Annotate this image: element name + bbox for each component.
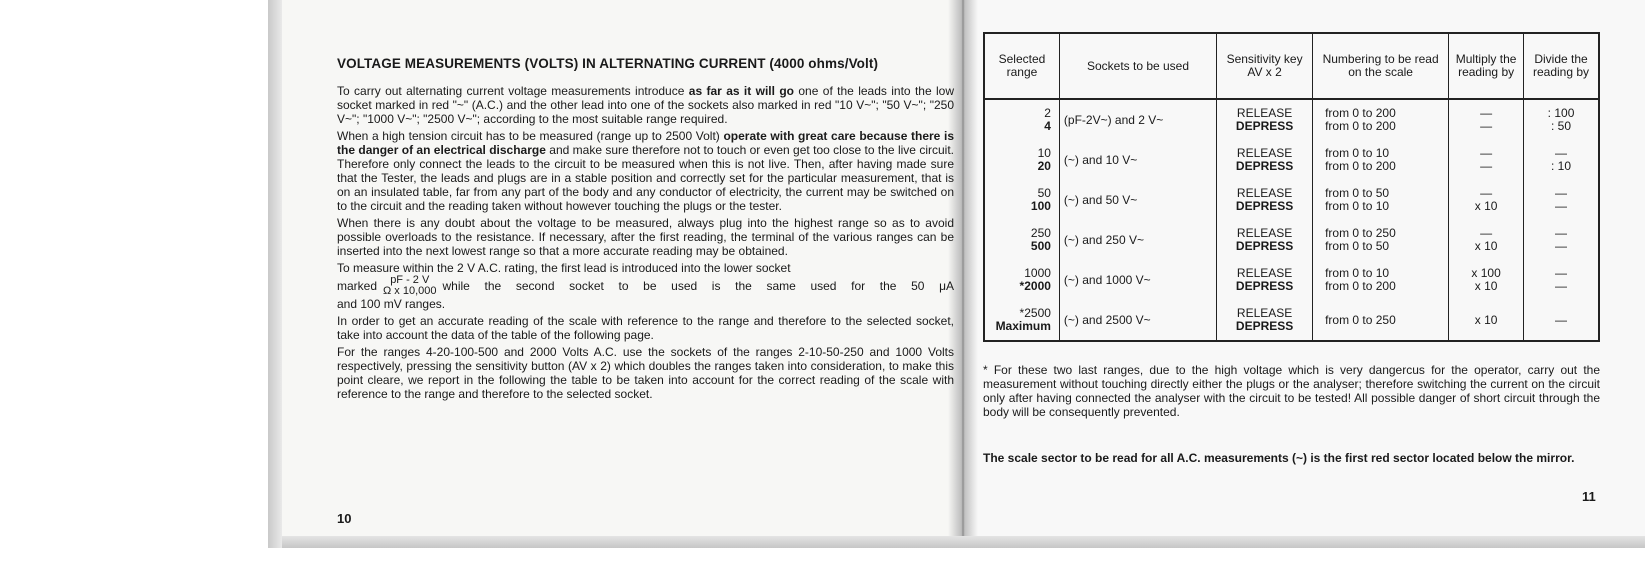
- cell-text: DEPRESS: [1235, 199, 1294, 213]
- cell-text: from 0 to 50: [1325, 239, 1390, 253]
- page-number-right: 11: [1582, 489, 1596, 504]
- bold-text: as far as it will go: [688, 84, 794, 98]
- multiply-cell: [1449, 180, 1524, 220]
- cell-text: —: [1480, 159, 1493, 173]
- key-cell: [1217, 300, 1313, 341]
- socket-marking: [383, 275, 436, 297]
- cell-text: —: [1555, 226, 1568, 240]
- cell-text: Maximum: [995, 319, 1051, 333]
- header-numbering: Numbering to be read on the scale: [1313, 33, 1449, 99]
- range-cell: [984, 180, 1059, 220]
- divide-cell: [1524, 99, 1599, 140]
- text: To carry out alternating current voltage measurements introduce: [337, 84, 685, 98]
- paragraph-ranges: For the ranges 4-20-100-500 and 2000 Volts A.C. use the sockets of the ranges 2-10-50-250 and 1000 Volts respectively, pressing the sensitivity button (AV x 2) which doubles the ranges taken into consideration, to make this point cleare, we report in the following the table to be taken into account for the correct reading of the scale with reference to the range and therefore to the selected socket.: [337, 345, 954, 401]
- cell-text: : 10: [1551, 159, 1572, 173]
- footnote-warning: * For these two last ranges, due to the high voltage which is very dangercus for the operator, carry out the measurement without touching directly either the plugs or the analyser; therefore switching the current on the circuit only after having connected the analyser with the circuit to be tested! All possible danger of short circuit through the body will be consequently prevented.: [983, 363, 1600, 419]
- cell-text: —: [1480, 226, 1493, 240]
- text: one of the leads into the low socket marked in red "~" (A.C.) and the other lead into one of the sockets also marked in red "10 V~"; "50 V~"; "250 V~"; "1000 V~"; "2500 V~"; according to the most suitable range required.: [337, 84, 955, 126]
- header-sockets: Sockets to be used: [1059, 33, 1216, 99]
- numbering-cell: [1313, 220, 1449, 260]
- key-cell: [1217, 180, 1313, 220]
- cell-text: (~) and 1000 V~: [1063, 272, 1151, 287]
- cell-text: (pF-2V~) and 2 V~: [1063, 112, 1164, 127]
- cell-text: x 10: [1474, 239, 1498, 253]
- cell-text: —: [1555, 239, 1568, 253]
- paragraph-accuracy: In order to get an accurate reading of the scale with reference to the range and therefore to the selected socket, take into account the data of the table of the following page.: [337, 314, 954, 342]
- header-multiply: Multiply the reading by: [1449, 33, 1524, 99]
- paragraph-2v: To measure within the 2 V A.C. rating, the first lead is introduced into the lower socket: [337, 261, 791, 275]
- cell-text: *2000: [1019, 279, 1051, 293]
- cell-text: 20: [1037, 159, 1051, 173]
- range-cell: [984, 140, 1059, 180]
- cell-text: 1000: [1024, 266, 1051, 280]
- cell-text: DEPRESS: [1235, 239, 1294, 253]
- socket-marking-bottom: Ω x 10,000: [383, 285, 437, 297]
- cell-text: DEPRESS: [1235, 159, 1294, 173]
- cell-text: —: [1480, 186, 1493, 200]
- socket-cell: [1059, 300, 1216, 341]
- text: and make sure therefore not to touch or even get too close to the live circuit. Therefore only connect the leads to the circuit to be measured when this is not live. Then, after having made sure that the Tester, the leads and plugs are in a stable position and correctly set for the particular measurement, that is on an insulated table, far from any part of the body and any conductor of electricity, the current may be switched on to the circuit and the reading taken without however touching the plugs or the tester.: [337, 143, 954, 213]
- table-row: [984, 300, 1599, 341]
- numbering-cell: [1313, 300, 1449, 341]
- table-row: [984, 180, 1599, 220]
- paragraph-intro: [337, 84, 954, 126]
- cell-text: RELEASE: [1236, 106, 1293, 120]
- bold-warning: operate with great care because there is the danger of an electrical discharge: [337, 129, 954, 157]
- cell-text: x 10: [1474, 199, 1498, 213]
- multiply-cell: [1449, 99, 1524, 140]
- text: while the second socket to be used is the same used for the 50 μA: [442, 279, 954, 293]
- divide-cell: [1524, 180, 1599, 220]
- socket-cell: [1059, 99, 1216, 140]
- cell-text: —: [1555, 146, 1568, 160]
- page-number-left: 10: [337, 511, 352, 526]
- cell-text: —: [1555, 266, 1568, 280]
- left-page-text: [337, 56, 954, 404]
- marked-socket-line: [337, 275, 954, 297]
- ac-ranges-table: [983, 32, 1600, 342]
- multiply-cell: [1449, 300, 1524, 341]
- table-row: [984, 99, 1599, 140]
- cell-text: 4: [1044, 119, 1051, 133]
- cell-text: RELEASE: [1236, 146, 1293, 160]
- cell-text: : 50: [1551, 119, 1572, 133]
- multiply-cell: [1449, 260, 1524, 300]
- cell-text: from 0 to 200: [1325, 159, 1396, 173]
- cell-text: (~) and 50 V~: [1063, 192, 1138, 207]
- socket-cell: [1059, 140, 1216, 180]
- cell-text: x 100: [1471, 266, 1501, 280]
- cell-text: (~) and 250 V~: [1063, 232, 1144, 247]
- divide-cell: [1524, 220, 1599, 260]
- cell-text: DEPRESS: [1235, 279, 1294, 293]
- cell-text: x 10: [1474, 312, 1498, 327]
- paragraph-doubt: When there is any doubt about the voltage to be measured, always plug into the highest range so as to avoid possible overloads to the resistance. If necessary, after the first reading, the terminal of the various ranges can be inserted into the next lowest range so that a more accurate reading may be obtained.: [337, 216, 954, 258]
- scale-note: The scale sector to be read for all A.C. measurements (~) is the first red sector located below the mirror.: [983, 451, 1575, 465]
- numbering-cell: [1313, 99, 1449, 140]
- cell-text: 2: [1044, 106, 1051, 120]
- cell-text: 500: [1030, 239, 1051, 253]
- range-cell: [984, 260, 1059, 300]
- socket-cell: [1059, 180, 1216, 220]
- cell-text: RELEASE: [1236, 306, 1293, 320]
- key-cell: [1217, 99, 1313, 140]
- socket-cell: [1059, 260, 1216, 300]
- header-divide: Divide the reading by: [1524, 33, 1599, 99]
- cell-text: RELEASE: [1236, 266, 1293, 280]
- cell-text: from 0 to 200: [1325, 106, 1396, 120]
- numbering-cell: [1313, 180, 1449, 220]
- divide-cell: [1524, 140, 1599, 180]
- multiply-cell: [1449, 140, 1524, 180]
- table-header-row: [984, 33, 1599, 99]
- page-title: VOLTAGE MEASUREMENTS (VOLTS) IN ALTERNATING CURRENT (4000 ohms/Volt): [337, 56, 879, 71]
- cell-text: *2500: [1019, 306, 1051, 320]
- header-key: Sensitivity key AV x 2: [1217, 33, 1313, 99]
- cell-text: 10: [1037, 146, 1051, 160]
- text: marked: [337, 279, 378, 293]
- key-cell: [1217, 140, 1313, 180]
- table-row: [984, 140, 1599, 180]
- range-cell: [984, 99, 1059, 140]
- cell-text: 100: [1030, 199, 1051, 213]
- range-cell: [984, 220, 1059, 260]
- key-cell: [1217, 220, 1313, 260]
- cell-text: (~) and 10 V~: [1063, 152, 1138, 167]
- cell-text: —: [1555, 186, 1568, 200]
- cell-text: from 0 to 200: [1325, 119, 1396, 133]
- page-bottom-edge: [282, 536, 1645, 548]
- text: and 100 mV ranges.: [337, 297, 446, 311]
- cell-text: from 0 to 250: [1325, 226, 1396, 240]
- key-cell: [1217, 260, 1313, 300]
- cell-text: —: [1480, 146, 1493, 160]
- range-cell: [984, 300, 1059, 341]
- cell-text: (~) and 2500 V~: [1063, 312, 1151, 327]
- cell-text: RELEASE: [1236, 226, 1293, 240]
- socket-cell: [1059, 220, 1216, 260]
- numbering-cell: [1313, 140, 1449, 180]
- numbering-cell: [1313, 260, 1449, 300]
- multiply-cell: [1449, 220, 1524, 260]
- divide-cell: [1524, 260, 1599, 300]
- cell-text: DEPRESS: [1235, 319, 1294, 333]
- table-row: [984, 260, 1599, 300]
- cell-text: —: [1555, 279, 1568, 293]
- cell-text: from 0 to 10: [1325, 146, 1390, 160]
- cell-text: RELEASE: [1236, 186, 1293, 200]
- cell-text: 250: [1030, 226, 1051, 240]
- cell-text: from 0 to 200: [1325, 279, 1396, 293]
- table-body: [984, 99, 1599, 341]
- cell-text: DEPRESS: [1235, 119, 1294, 133]
- cell-text: from 0 to 250: [1325, 312, 1396, 327]
- cell-text: : 100: [1547, 106, 1575, 120]
- cell-text: x 10: [1474, 279, 1498, 293]
- cell-text: —: [1480, 106, 1493, 120]
- divide-cell: [1524, 300, 1599, 341]
- cell-text: —: [1480, 119, 1493, 133]
- cell-text: from 0 to 50: [1325, 186, 1390, 200]
- paragraph-high-tension: [337, 129, 954, 213]
- table-row: [984, 220, 1599, 260]
- cell-text: from 0 to 10: [1325, 199, 1390, 213]
- cell-text: from 0 to 10: [1325, 266, 1390, 280]
- text: When a high tension circuit has to be measured (range up to 2500 Volt): [337, 129, 720, 143]
- header-range: Selected range: [984, 33, 1059, 99]
- cell-text: 50: [1037, 186, 1051, 200]
- cell-text: —: [1555, 199, 1568, 213]
- socket-marking-top: pF - 2 V: [390, 274, 430, 286]
- cell-text: —: [1555, 312, 1568, 327]
